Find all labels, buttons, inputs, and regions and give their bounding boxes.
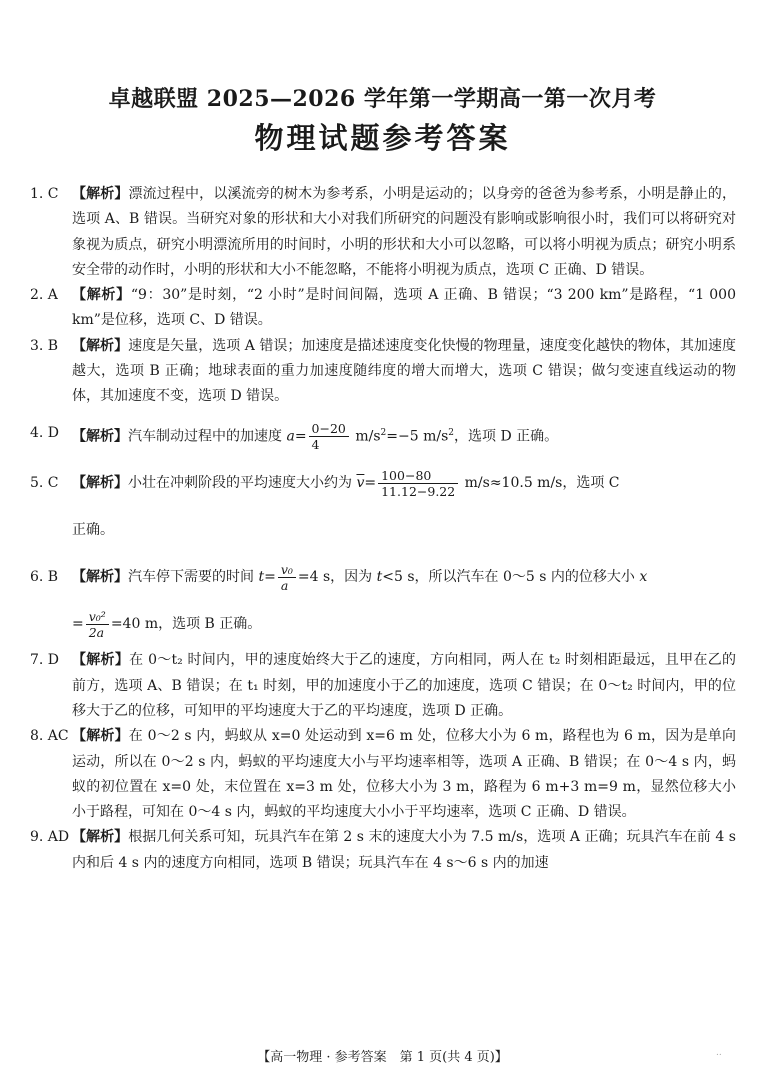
answer-text: 根据几何关系可知，玩具汽车在第 2 s 末的速度大小为 7.5 m/s，选项 A 正确；玩具汽车在前 4 s 内和后 4 s 内的速度方向相同，选项 B 错误；玩具汽车在 4 s～6 s 内的加速 [72, 829, 736, 871]
answer-number: 8. AC [30, 728, 69, 745]
answer-item-9 [30, 825, 736, 876]
answer-item-7 [30, 648, 736, 724]
answer-text: 漂流过程中，以溪流旁的树木为参考系，小明是运动的；以身旁的爸爸为参考系，小明是静止的，选项 A、B 错误。当研究对象的形状和大小对我们所研究的问题没有影响或影响很小时，我们可以将研究对象视为质点，研究小明漂流所用的时间时，小明的形状和大小可以忽略，可以将小明视为质点；研究小明系安全带的动作时，小明的形状和大小不能忽略，不能将小明视为质点，选项 C 正确、D 错误。 [72, 186, 737, 278]
analysis-tag: 【解析】 [72, 829, 129, 846]
page-subtitle: 物理试题参考答案 [254, 121, 511, 155]
analysis-tag: 【解析】 [72, 728, 129, 745]
answer-text: “9：30”是时刻，“2 小时”是时间间隔，选项 A 正确、B 错误；“3 200 km”是路程，“1 000 km”是位移，选项 C、D 错误。 [72, 287, 736, 329]
fraction: $\frac{100-80}{11.12-9.22}$ [378, 468, 458, 499]
answer-number: 2. A [30, 287, 58, 304]
analysis-tag: 【解析】 [72, 475, 128, 492]
answer-number: 3. B [30, 337, 59, 354]
answer-text: 在 0～2 s 内，蚂蚁从 x=0 处运动到 x=6 m 处，位移大小为 6 m，路程也为 6 m，因为是单向运动，所以在 0～2 s 内，蚂蚁的平均速度大小与平均速率相等，选项 A 正确、B 错误；在 0～4 s 内，蚂蚁的初位置在 x=0 处，末位置在 x=3 m 处，位移大小为 3 m，路程为 6 m+3 m=9 m，显然位移大小小于路程，可知在 0～4 s 内，蚂蚁的平均速度大小小于平均速率，选项 C 正确、D 错误。 [72, 728, 737, 821]
answer-number: 5. C [30, 475, 59, 492]
page-footer: 【高一物理 · 参考答案 第 1 页(共 4 页)】 [257, 1050, 508, 1065]
answer-item-6: 6. B 【解析】汽车停下需要的时间 t= $\frac{\text{v₀}}{a}$ =4 s，因为 t<5 s，所以汽车在 0～5 s 内的位移大小 x = $\frac{\text{v₀²}}{2a}$ =40 m，选项 B 正确。 [30, 554, 736, 648]
answer-number: 9. AD [30, 829, 70, 846]
corner-mark: .. [716, 1048, 722, 1058]
answer-text: 速度是矢量，选项 A 错误；加速度是描述速度变化快慢的物理量，速度变化越快的物体，其加速度越大，选项 B 正确；地球表面的重力加速度随纬度的增大而增大，选项 C 错误；做匀变速直线运动的物体，其加速度不变，选项 D 错误。 [72, 337, 737, 405]
answer-item-8 [30, 724, 736, 825]
analysis-tag: 【解析】 [72, 337, 129, 354]
analysis-tag: 【解析】 [72, 652, 130, 669]
answer-item-4: 4. D 【解析】汽车制动过程中的加速度 a= $\frac{0-20}{4}$ $m/s^2=-5$ $m/s^2$，选项 D 正确。 [30, 410, 736, 461]
answer-item-1 [30, 182, 736, 283]
answer-number: 4. D [30, 424, 60, 441]
answer-text: 在 0～t₂ 时间内，甲的速度始终大于乙的速度，方向相同，两人在 t₂ 时刻相距最远，且甲在乙的前方，选项 A、B 错误；在 t₁ 时刻，甲的加速度小于乙的加速度，选项 C 错误；在 0～t₂ 时间内，甲的位移大于乙的位移，可知甲的平均速度大于乙的平均速度，选项 D 正确。 [72, 652, 736, 719]
fraction: $\frac{\text{v₀}}{a}$ [278, 562, 296, 593]
analysis-tag: 【解析】 [72, 186, 129, 202]
answer-number: 1. C [30, 186, 59, 202]
answer-item-5: 5. C 【解析】小壮在冲刺阶段的平均速度大小约为 $\overline{v}=$ $\frac{100-80}{11.12-9.22}$ m/s≈10.5 m/s，选项 C 正确。 [30, 460, 736, 554]
answer-item-3 [30, 334, 736, 410]
fraction: $\frac{\text{v₀²}}{2a}$ [86, 609, 109, 640]
answer-list [30, 182, 736, 876]
page-title: 卓越联盟 2025—2026 学年第一学期高一第一次月考 [108, 86, 657, 112]
answer-item-2 [30, 283, 736, 334]
fraction: $\frac{0-20}{4}$ [309, 421, 349, 452]
analysis-tag: 【解析】 [72, 428, 128, 445]
answer-number: 6. B [30, 569, 59, 586]
analysis-tag: 【解析】 [72, 287, 131, 304]
answer-number: 7. D [30, 652, 60, 669]
analysis-tag: 【解析】 [72, 569, 128, 586]
